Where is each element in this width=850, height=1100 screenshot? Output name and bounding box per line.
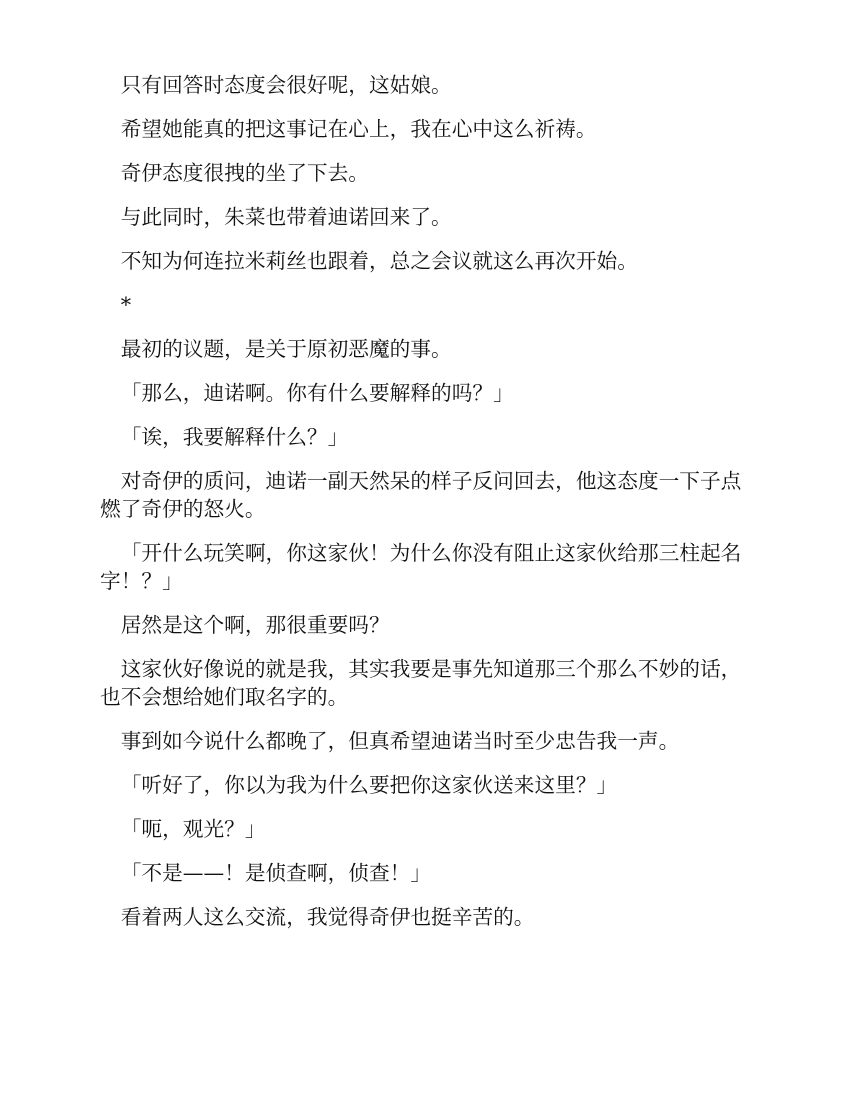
paragraph: 奇伊态度很拽的坐了下去。 xyxy=(120,161,369,185)
paragraph: 不知为何连拉米莉丝也跟着，总之会议就这么再次开始。 xyxy=(120,249,638,273)
dialogue: 「诶，我要解释什么？」 xyxy=(120,425,349,449)
dialogue: 「呃，观光？」 xyxy=(120,817,266,841)
dialogue: 「那么，迪诺啊。你有什么要解释的吗？」 xyxy=(120,381,514,405)
paragraph: 事到如今说什么都晚了，但真希望迪诺当时至少忠告我一声。 xyxy=(120,729,680,753)
paragraph: 看着两人这么交流，我觉得奇伊也挺辛苦的。 xyxy=(120,905,535,929)
dialogue: 「不是——！是侦查啊，侦查！」 xyxy=(120,861,432,885)
scene-break: * xyxy=(120,293,132,317)
paragraph: 对奇伊的质问，迪诺一副天然呆的样子反问回去，他这态度一下子点燃了奇伊的怒火。 xyxy=(100,469,742,521)
dialogue: 「听好了，你以为我为什么要把你这家伙送来这里？」 xyxy=(120,773,618,797)
paragraph: 最初的议题，是关于原初恶魔的事。 xyxy=(120,337,452,361)
paragraph: 只有回答时态度会很好呢，这姑娘。 xyxy=(120,73,452,97)
paragraph: 这家伙好像说的就是我，其实我要是事先知道那三个那么不妙的话，也不会想给她们取名字的。 xyxy=(100,657,742,709)
document-page xyxy=(100,71,748,947)
paragraph: 居然是这个啊，那很重要吗？ xyxy=(120,613,390,637)
dialogue: 「开什么玩笑啊，你这家伙！为什么你没有阻止这家伙给那三柱起名字！？」 xyxy=(100,541,742,593)
paragraph: 希望她能真的把这事记在心上，我在心中这么祈祷。 xyxy=(120,117,597,141)
paragraph: 与此同时，朱菜也带着迪诺回来了。 xyxy=(120,205,452,229)
